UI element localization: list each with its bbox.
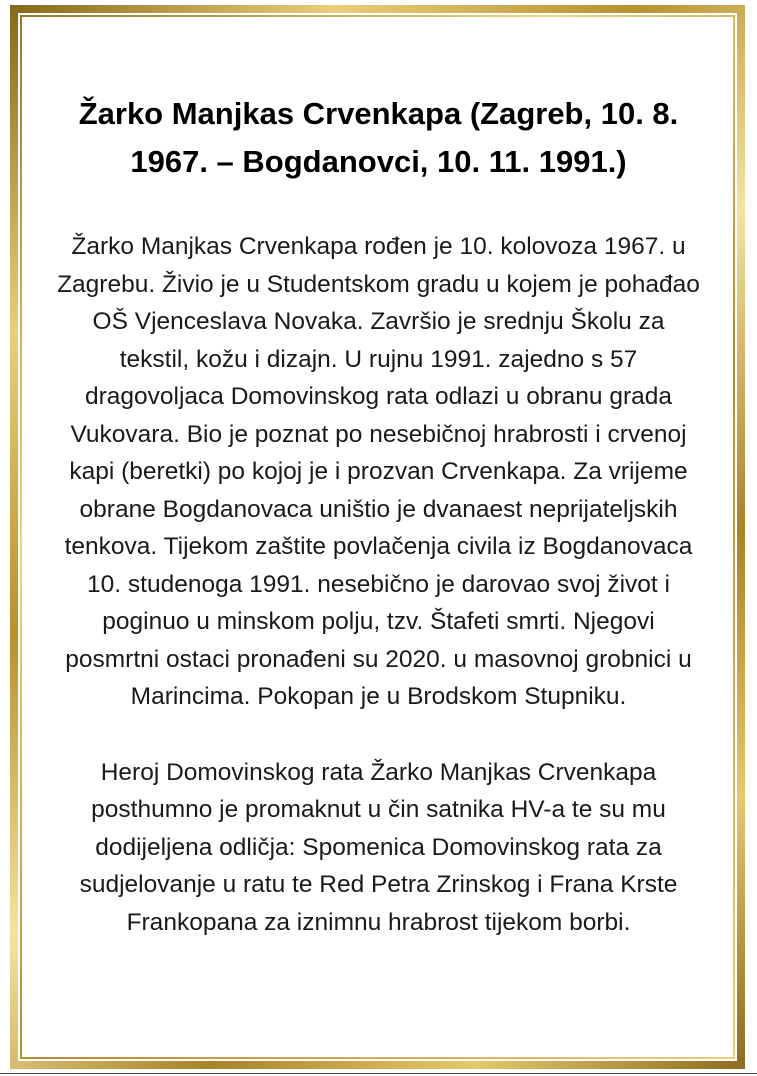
document-content [55,90,702,941]
bottom-divider [0,1073,757,1074]
document-title: Žarko Manjkas Crvenkapa (Zagreb, 10. 8. 1967. – Bogdanovci, 10. 11. 1991.) [78,96,679,179]
honors-paragraph: Heroj Domovinskog rata Žarko Manjkas Crvenkapa posthumno je promaknut u čin satnika HV-a te su mu dodijeljena odličja: Spomenica Domovinskog rata za sudjelovanje u ratu te Red Petra Zrinskog i Frana Krste Frankopana za iznimnu hrabrost tijekom borbi. [79,758,678,936]
biography-paragraph: Žarko Manjkas Crvenkapa rođen je 10. kolovoza 1967. u Zagrebu. Živio je u Studentskom gradu u kojem je pohađao OŠ Vjenceslava Novaka. Završio je srednju Školu za tekstil, kožu i dizajn. U rujnu 1991. zajedno s 57 dragovoljaca Domovinskog rata odlazi u obranu grada Vukovara. Bio je poznat po nesebičnoj hrabrosti i crvenoj kapi (beretki) po kojoj je i prozvan Crvenkapa. Za vrijeme obrane Bogdanovaca uništio je dvanaest neprijateljskih tenkova. Tijekom zaštite povlačenja civila iz Bogdanovaca 10. studenoga 1991. nesebično je darovao svoj život i poginuo u minskom polju, tzv. Štafeti smrti. Njegovi posmrtni ostaci pronađeni su 2020. u masovnoj grobnici u Marincima. Pokopan je u Brodskom Stupniku. [57,233,700,710]
